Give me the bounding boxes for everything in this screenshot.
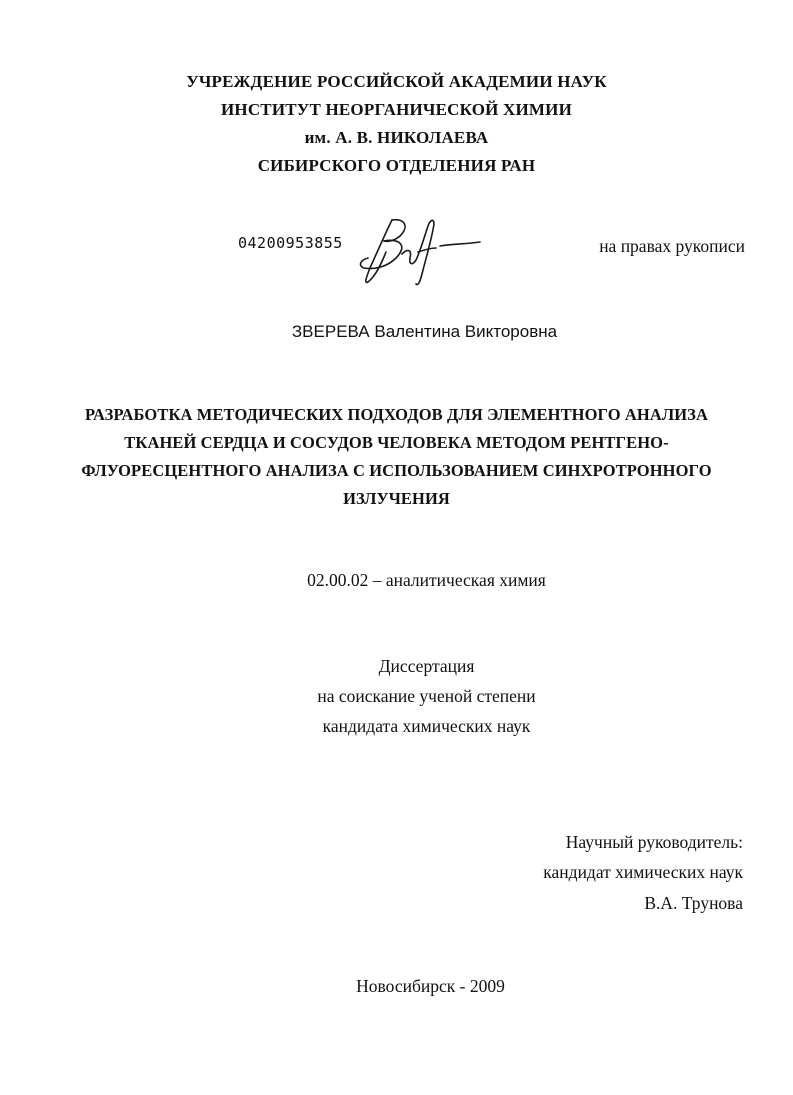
degree-line: на соискание ученой степени <box>317 686 536 706</box>
degree-line: Диссертация <box>378 656 475 676</box>
institution-line: ИНСТИТУТ НЕОРГАНИЧЕСКОЙ ХИМИИ <box>220 100 573 119</box>
institution-line: СИБИРСКОГО ОТДЕЛЕНИЯ РАН <box>257 156 536 175</box>
title-line: ИЗЛУЧЕНИЯ <box>343 489 450 508</box>
author-name: ЗВЕРЕВА Валентина Викторовна <box>291 322 558 341</box>
registration-number: 04200953855 <box>238 234 343 252</box>
degree-line: кандидата химических наук <box>322 716 531 736</box>
title-line: ФЛУОРЕСЦЕНТНОГО АНАЛИЗА С ИСПОЛЬЗОВАНИЕМ СИНХРОТРОННОГО <box>81 461 712 480</box>
specialty: 02.00.02 – аналитическая химия <box>307 570 546 590</box>
manuscript-note: на правах рукописи <box>599 236 745 256</box>
supervisor-label: Научный руководитель: <box>565 832 743 852</box>
institution-line: УЧРЕЖДЕНИЕ РОССИЙСКОЙ АКАДЕМИИ НАУК <box>186 72 607 91</box>
supervisor-degree: кандидат химических наук <box>543 862 743 882</box>
signature-icon <box>352 208 487 290</box>
institution-line: им. А. В. НИКОЛАЕВА <box>304 128 489 147</box>
place-year: Новосибирск - 2009 <box>356 976 505 996</box>
title-line: РАЗРАБОТКА МЕТОДИЧЕСКИХ ПОДХОДОВ ДЛЯ ЭЛЕМЕНТНОГО АНАЛИЗА <box>84 405 709 424</box>
supervisor-name: В.А. Трунова <box>644 893 743 913</box>
title-line: ТКАНЕЙ СЕРДЦА И СОСУДОВ ЧЕЛОВЕКА МЕТОДОМ РЕНТГЕНО- <box>124 433 669 452</box>
